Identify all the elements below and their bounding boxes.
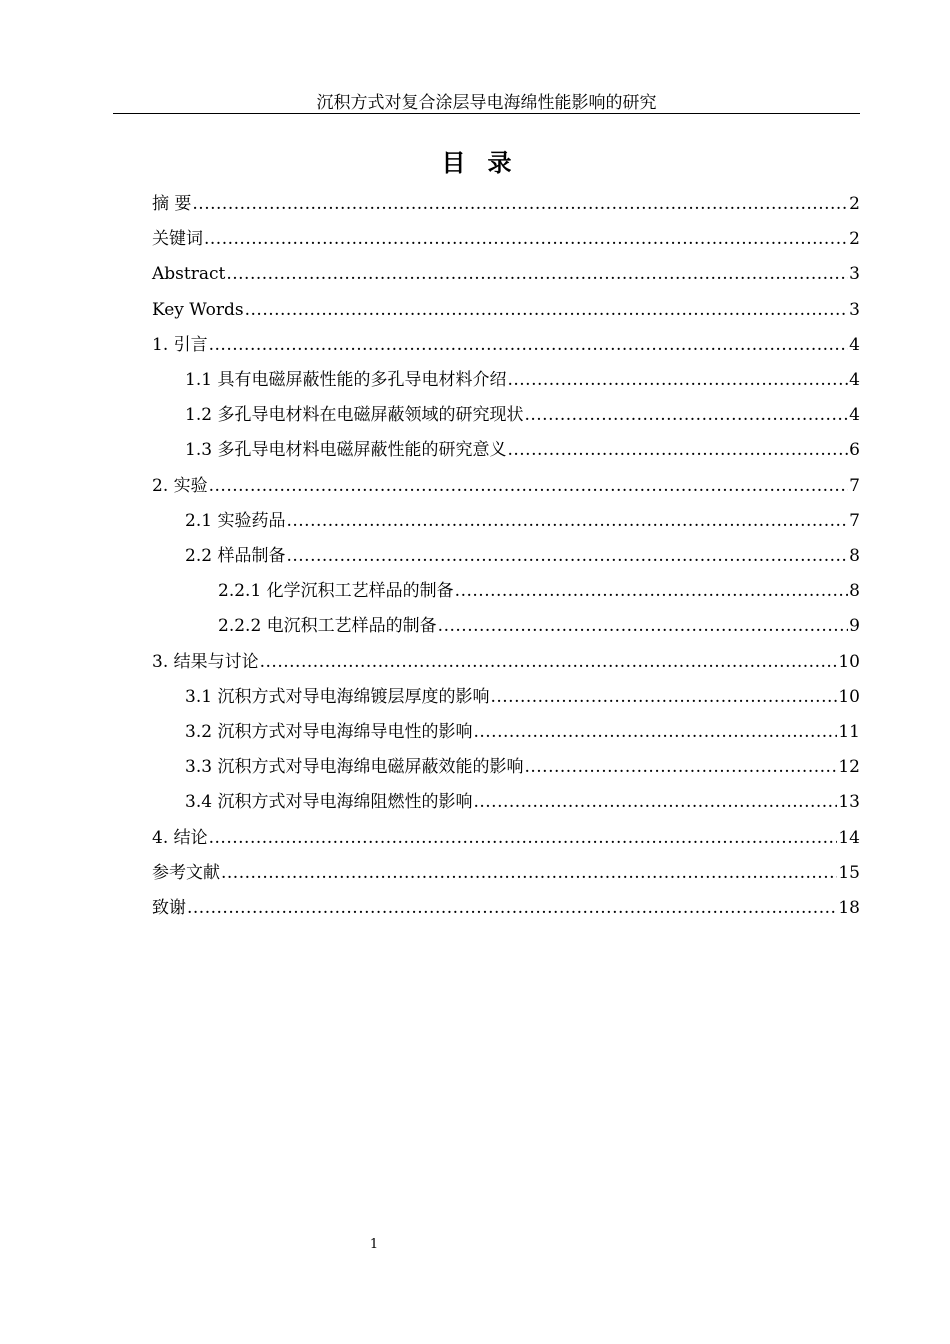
toc-entry-page: 10 (838, 651, 860, 672)
toc-entry[interactable] (152, 190, 860, 218)
toc-entry-label: 摘 要 (152, 194, 192, 214)
toc-entry[interactable] (152, 824, 860, 852)
toc-entry[interactable] (218, 612, 860, 640)
toc-dot-leader (192, 190, 848, 218)
toc-entry-label: 参考文献 (152, 862, 220, 883)
toc-dot-leader (286, 542, 848, 570)
toc-entry[interactable] (185, 401, 860, 429)
toc-dot-leader (187, 894, 837, 922)
toc-title: 目录 (441, 149, 534, 177)
toc-entry[interactable] (185, 753, 860, 781)
toc-dot-leader (524, 401, 848, 429)
toc-entry-page: 2 (849, 229, 860, 250)
toc-entry-page: 13 (838, 792, 860, 813)
toc-entry-label: 3.3 沉积方式对导电海绵电磁屏蔽效能的影响 (185, 757, 524, 778)
toc-dot-leader (507, 366, 848, 394)
toc-dot-leader (204, 225, 848, 253)
toc-entry-label: 2.1 实验药品 (185, 510, 286, 531)
toc-entry-page: 2 (849, 194, 860, 214)
toc-entry[interactable] (152, 260, 860, 288)
toc-entry-page: 8 (849, 546, 860, 566)
toc-entry-page: 12 (838, 757, 860, 778)
toc-entry-page: 7 (849, 475, 860, 496)
toc-entry[interactable] (185, 718, 860, 746)
header-rule (113, 113, 860, 114)
toc-entry[interactable] (152, 472, 860, 500)
toc-dot-leader (245, 296, 849, 324)
toc-entry-page: 7 (849, 510, 860, 531)
toc-entry[interactable] (152, 859, 860, 887)
toc-entry[interactable] (185, 683, 860, 711)
toc-dot-leader (524, 753, 837, 781)
toc-entry-label: 致谢 (152, 898, 186, 918)
toc-entry-label: 4. 结论 (152, 827, 208, 848)
toc-entry-label: 关键词 (152, 229, 203, 250)
toc-entry-label: 1.1 具有电磁屏蔽性能的多孔导电材料介绍 (185, 370, 507, 390)
toc-entry-page: 8 (849, 581, 860, 602)
toc-entry-page: 11 (838, 722, 860, 742)
toc-entry-label: 2.2 样品制备 (185, 546, 286, 566)
toc-dot-leader (209, 331, 849, 359)
toc-entry-label: 2.2.2 电沉积工艺样品的制备 (218, 616, 437, 637)
toc-entry-page: 10 (838, 686, 860, 707)
toc-dot-leader (490, 683, 837, 711)
toc-entry-page: 14 (838, 827, 860, 848)
toc-dot-leader (221, 859, 837, 887)
toc-entry-label: 1.2 多孔导电材料在电磁屏蔽领域的研究现状 (185, 405, 524, 426)
toc-entry-page: 15 (838, 862, 860, 883)
page-number: 1 (369, 1237, 379, 1252)
toc-entry[interactable] (218, 577, 860, 605)
toc-entry-page: 6 (849, 440, 860, 461)
toc-dot-leader (455, 577, 849, 605)
toc-entry[interactable] (152, 894, 860, 922)
toc-entry[interactable] (185, 507, 860, 535)
toc-entry[interactable] (152, 296, 860, 324)
running-header-title: 沉积方式对复合涂层导电海绵性能影响的研究 (316, 93, 657, 113)
toc-entry-label: 3.2 沉积方式对导电海绵导电性的影响 (185, 722, 473, 742)
toc-entry-page: 4 (849, 370, 860, 390)
toc-entry-page: 9 (849, 616, 860, 637)
toc-entry[interactable] (152, 648, 860, 676)
toc-dot-leader (260, 648, 838, 676)
toc-dot-leader (438, 612, 849, 640)
toc-entry-page: 3 (849, 299, 860, 320)
toc-entry-label: Key Words (152, 299, 244, 320)
toc-entry[interactable] (152, 225, 860, 253)
toc-entry[interactable] (152, 331, 860, 359)
toc-entry-label: 2.2.1 化学沉积工艺样品的制备 (218, 581, 454, 602)
toc-entry[interactable] (185, 366, 860, 394)
toc-entry-label: Abstract (152, 264, 226, 285)
toc-entry-label: 3.1 沉积方式对导电海绵镀层厚度的影响 (185, 686, 490, 707)
toc-entry-label: 2. 实验 (152, 475, 208, 496)
toc-entry-page: 18 (838, 898, 860, 918)
toc-entry-label: 1.3 多孔导电材料电磁屏蔽性能的研究意义 (185, 440, 507, 461)
toc-entry-label: 3.4 沉积方式对导电海绵阻燃性的影响 (185, 792, 473, 813)
toc-dot-leader (473, 788, 837, 816)
toc-dot-leader (209, 824, 838, 852)
toc-dot-leader (226, 260, 848, 288)
toc-entry-label: 1. 引言 (152, 334, 208, 355)
toc-entry[interactable] (185, 436, 860, 464)
toc-dot-leader (473, 718, 837, 746)
toc-entry[interactable] (185, 788, 860, 816)
toc-entry-page: 3 (849, 264, 860, 285)
toc-entry[interactable] (185, 542, 860, 570)
toc-entry-page: 4 (849, 334, 860, 355)
toc-dot-leader (209, 472, 849, 500)
toc-entry-label: 3. 结果与讨论 (152, 651, 259, 672)
toc-dot-leader (507, 436, 848, 464)
toc-dot-leader (286, 507, 848, 535)
toc-entry-page: 4 (849, 405, 860, 426)
